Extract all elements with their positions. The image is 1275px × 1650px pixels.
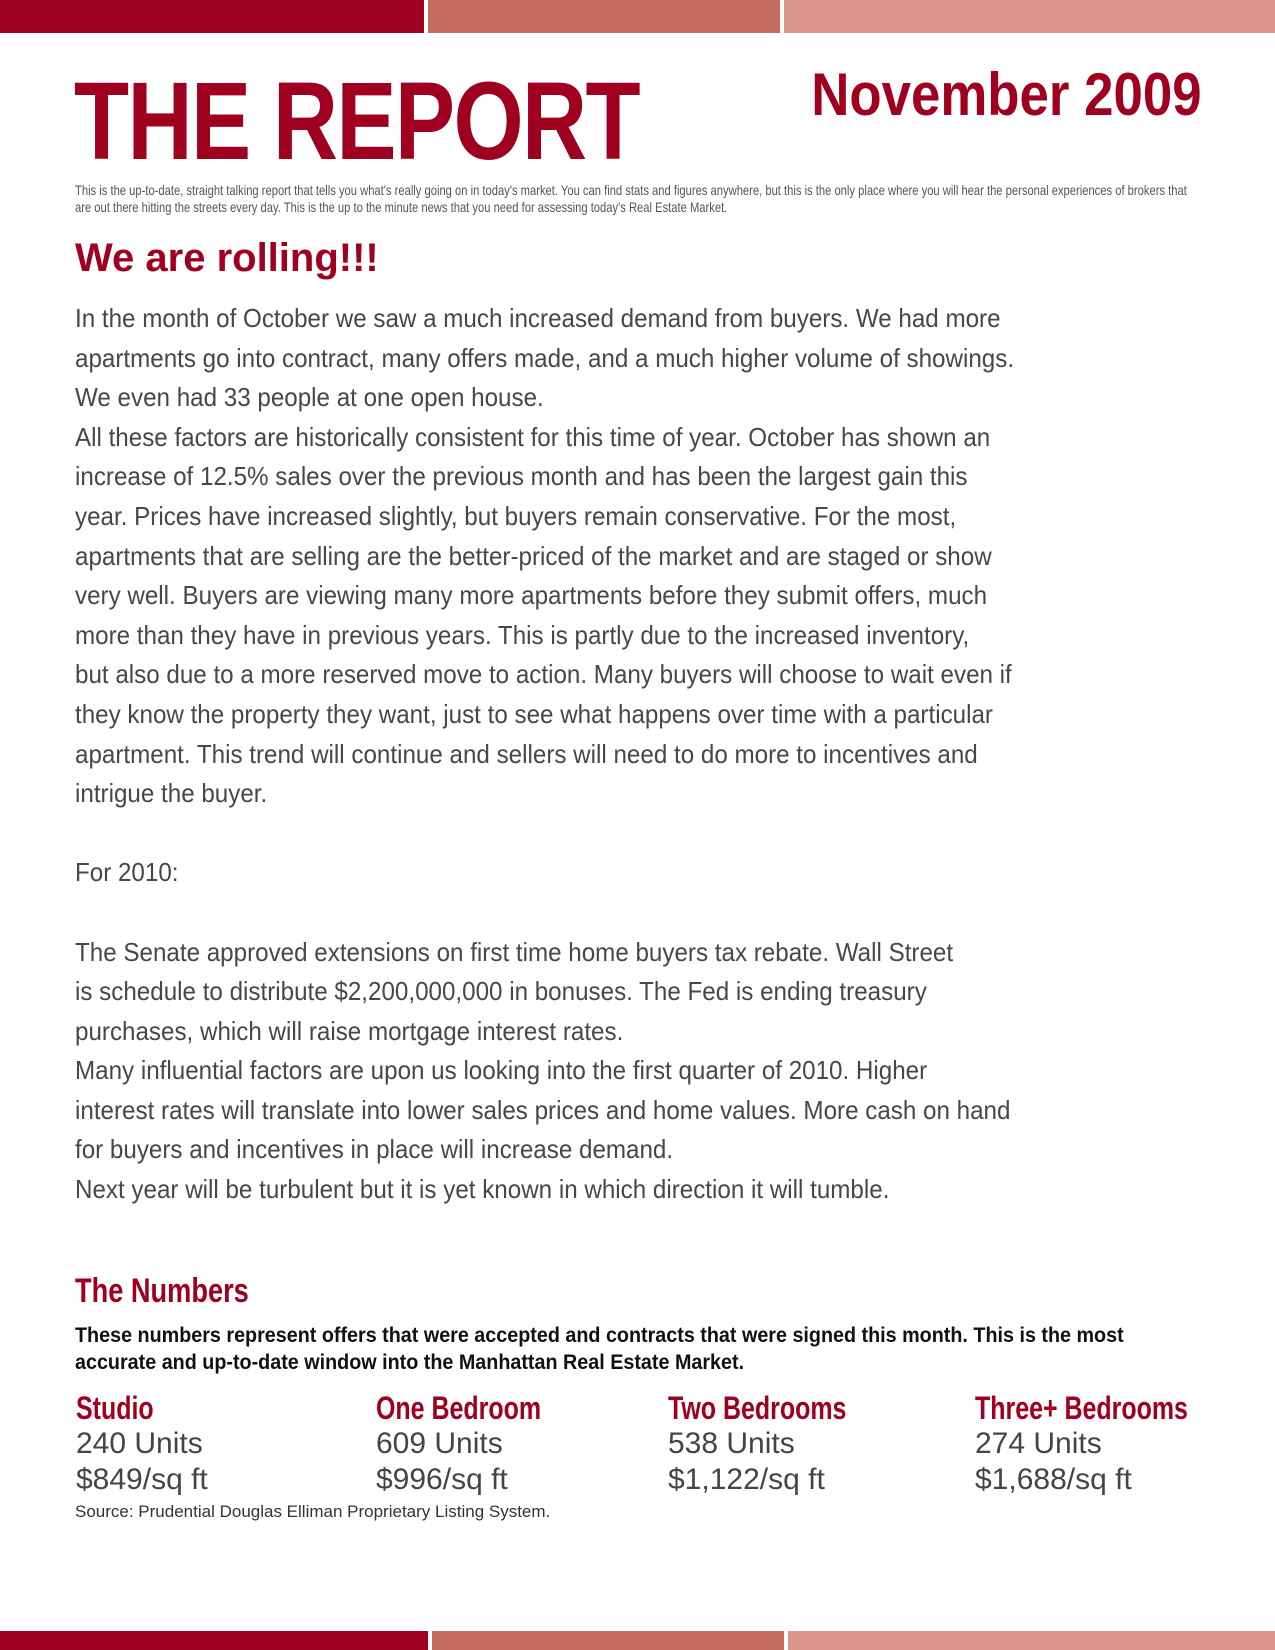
top-bar-dark <box>0 0 424 33</box>
column-label-text: One Bedroom <box>376 1390 542 1426</box>
report-title <box>74 58 763 185</box>
article-line <box>75 1051 1085 1091</box>
bottom-bar-dark <box>0 1631 428 1650</box>
article-line <box>75 537 1085 577</box>
column-label <box>76 1390 208 1426</box>
article-line-text: All these factors are historically consistent for this time of year. October has shown an <box>75 421 991 452</box>
report-date-text: November 2009 <box>811 61 1202 128</box>
article-line <box>75 1170 1085 1210</box>
article-line-text: intrigue the buyer. <box>75 778 268 809</box>
article-line-text: apartments that are selling are the better-priced of the market and are staged or show <box>75 540 992 571</box>
column-price: $996/sq ft <box>376 1463 508 1496</box>
article-line <box>75 972 1085 1012</box>
article-line-text: apartment. This trend will continue and sellers will need to do more to incentives and <box>75 738 978 769</box>
article-line-text: increase of 12.5% sales over the previous month and has been the largest gain this <box>75 461 968 492</box>
numbers-column-two-bedrooms <box>668 1390 897 1498</box>
article-line <box>75 655 1085 695</box>
column-units: 609 Units <box>376 1427 503 1460</box>
column-label <box>975 1390 1248 1426</box>
article-line-text: Next year will be turbulent but it is yet known in which direction it will tumble. <box>75 1174 890 1205</box>
column-price: $849/sq ft <box>76 1463 208 1496</box>
article-line <box>75 774 1085 814</box>
article-line-text: The Senate approved extensions on first time home buyers tax rebate. Wall Street <box>75 936 954 967</box>
article-line <box>75 299 1085 339</box>
report-title-text: THE REPORT <box>74 60 639 183</box>
report-date <box>758 60 1202 129</box>
column-price: $1,688/sq ft <box>975 1463 1132 1496</box>
article-line <box>75 339 1085 379</box>
column-label <box>668 1390 897 1426</box>
column-units: 538 Units <box>668 1427 795 1460</box>
article-line-text: for buyers and incentives in place will increase demand. <box>75 1134 674 1165</box>
numbers-description <box>75 1322 1275 1376</box>
article-line <box>75 457 1085 497</box>
column-label <box>376 1390 588 1426</box>
article-line-text: We even had 33 people at one open house. <box>75 382 544 413</box>
article-line-text: purchases, which will raise mortgage interest rates. <box>75 1015 624 1046</box>
column-units: 240 Units <box>76 1427 203 1460</box>
article-line <box>75 378 1085 418</box>
bottom-bar-mid <box>432 1631 784 1650</box>
column-label-text: Three+ Bedrooms <box>975 1390 1188 1426</box>
article-line-text: year. Prices have increased slightly, but buyers remain conservative. For the most, <box>75 500 957 531</box>
top-bar-light <box>784 0 1275 33</box>
article-line <box>75 497 1085 537</box>
article-line-text: they know the property they want, just to see what happens over time with a particular <box>75 698 993 729</box>
article-line <box>75 933 1085 973</box>
article-line-text: but also due to a more reserved move to action. Many buyers will choose to wait even if <box>75 659 1012 690</box>
article-line <box>75 1012 1085 1052</box>
numbers-title-text: The Numbers <box>75 1272 249 1310</box>
numbers-column-three-plus-bedrooms <box>975 1390 1248 1498</box>
article-line <box>75 695 1085 735</box>
article-line <box>75 616 1085 656</box>
article-line <box>75 576 1085 616</box>
article-line <box>75 1091 1085 1131</box>
article-line-text: For 2010: <box>75 857 179 888</box>
article-line <box>75 418 1085 458</box>
bottom-bar-light <box>788 1631 1275 1650</box>
article-line-text: Many influential factors are upon us looking into the first quarter of 2010. Higher <box>75 1055 928 1086</box>
intro-text <box>75 182 1275 216</box>
article-line-text: interest rates will translate into lower sales prices and home values. More cash on hand <box>75 1094 1011 1125</box>
article-line <box>75 1130 1085 1170</box>
article-line <box>75 893 1085 933</box>
article-line <box>75 735 1085 775</box>
column-price: $1,122/sq ft <box>668 1463 825 1496</box>
column-label-text: Two Bedrooms <box>668 1390 847 1426</box>
article-line-text: In the month of October we saw a much increased demand from buyers. We had more <box>75 303 1001 333</box>
article-heading: We are rolling!!! <box>75 236 379 280</box>
intro-text-content: This is the up-to-date, straight talking report that tells you what's really going on in today's market. You can find stats and figures anywhere, but this is the only place where you will hear the personal experiences of brokers that are out there hitting the streets every day. This is the up to the minute news that you need for assessing today's Real Estate Market. <box>75 182 1187 215</box>
numbers-column-one-bedroom <box>376 1390 588 1498</box>
column-units: 274 Units <box>975 1427 1102 1460</box>
article-line <box>75 853 1085 893</box>
article-line-text: more than they have in previous years. This is partly due to the increased inventory, <box>75 619 970 650</box>
top-bar-mid <box>428 0 780 33</box>
article-body <box>75 299 1085 1210</box>
article-line <box>75 814 1085 854</box>
source-note: Source: Prudential Douglas Elliman Proprietary Listing System. <box>75 1502 551 1521</box>
article-line-text: apartments go into contract, many offers made, and a much higher volume of showings. <box>75 342 1015 373</box>
numbers-column-studio <box>76 1390 208 1498</box>
column-label-text: Studio <box>76 1390 154 1426</box>
numbers-title <box>75 1272 292 1311</box>
article-line-text: very well. Buyers are viewing many more apartments before they submit offers, much <box>75 580 988 611</box>
article-line-text: is schedule to distribute $2,200,000,000 in bonuses. The Fed is ending treasury <box>75 976 927 1007</box>
numbers-description-text: These numbers represent offers that were accepted and contracts that were signed this month. This is the most accurate and up-to-date window into the Manhattan Real Estate Market. <box>75 1324 1124 1374</box>
